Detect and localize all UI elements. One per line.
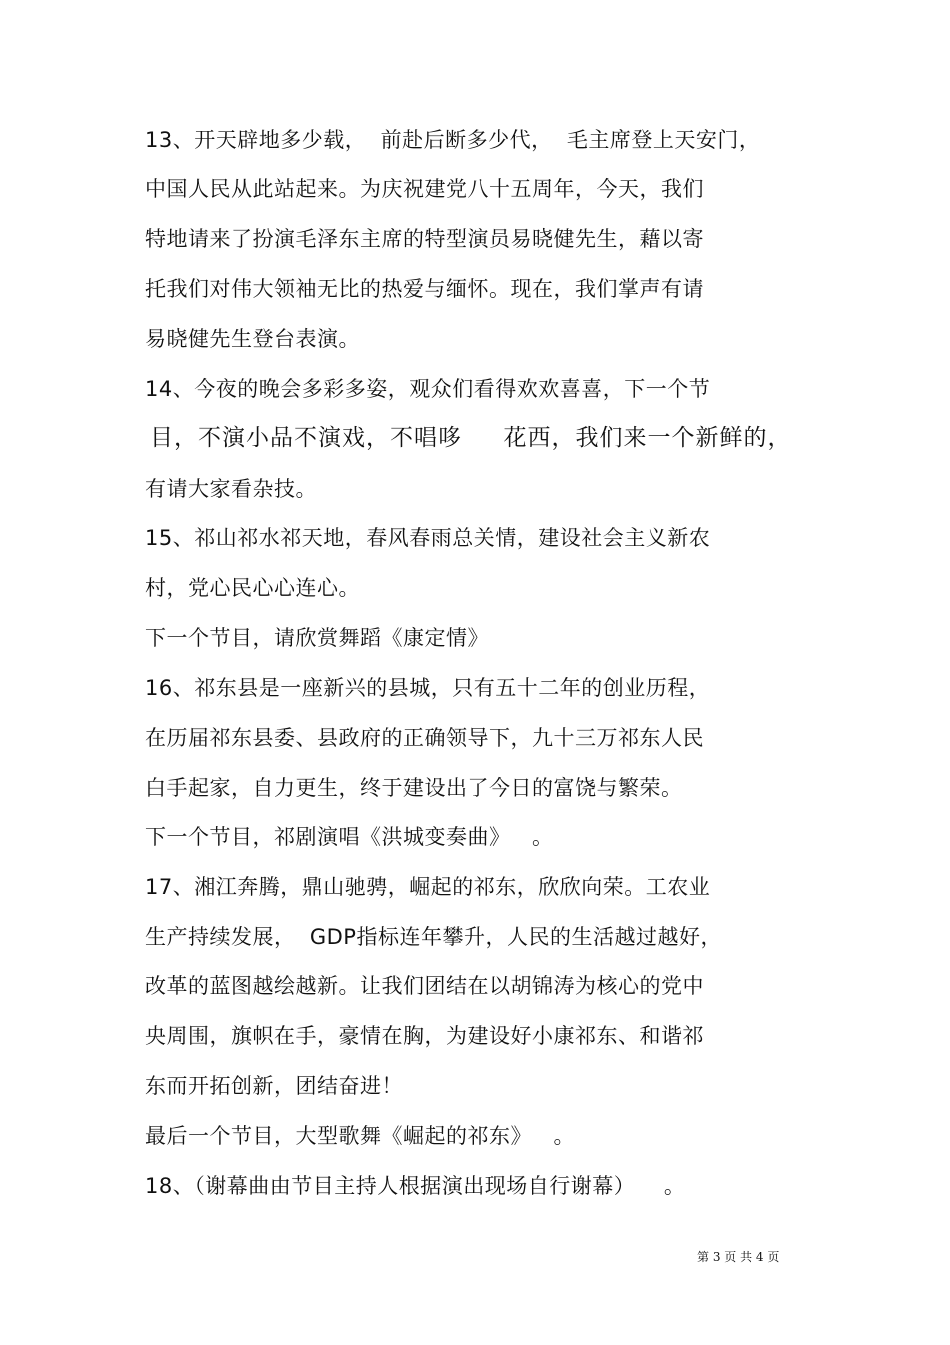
text-line-5: 易晓健先生登台表演。 [145, 327, 360, 351]
text-line-22: 18、（谢幕曲由节目主持人根据演出现场自行谢幕） 。 [145, 1174, 686, 1198]
text-line-7: 目，不演小品不演戏，不唱哆 花西，我们来一个新鲜的， [150, 425, 792, 451]
text-line-13: 在历届祁东县委、县政府的正确领导下，九十三万祁东人民 [145, 726, 704, 750]
text-line-12: 16、祁东县是一座新兴的县城，只有五十二年的创业历程， [145, 676, 711, 700]
text-line-14: 白手起家，自力更生，终于建设出了今日的富饶与繁荣。 [145, 776, 683, 800]
text-line-11: 下一个节目，请欣赏舞蹈《康定情》 [145, 626, 489, 650]
text-line-16: 17、湘江奔腾，鼎山驰骋，崛起的祁东，欣欣向荣。工农业 [145, 875, 711, 899]
text-line-21: 最后一个节目，大型歌舞《崛起的祁东》 。 [145, 1124, 576, 1148]
text-line-4: 托我们对伟大领袖无比的热爱与缅怀。现在，我们掌声有请 [145, 277, 704, 301]
text-line-19: 央周围，旗帜在手，豪情在胸，为建设好小康祁东、和谐祁 [145, 1024, 704, 1048]
text-line-18: 改革的蓝图越绘越新。让我们团结在以胡锦涛为核心的党中 [145, 974, 704, 998]
text-line-15: 下一个节目，祁剧演唱《洪城变奏曲》 。 [145, 825, 554, 849]
text-line-10: 村，党心民心心连心。 [145, 576, 360, 600]
text-line-9: 15、祁山祁水祁天地，春风春雨总关情，建设社会主义新农 [145, 526, 711, 550]
text-line-3: 特地请来了扮演毛泽东主席的特型演员易晓健先生，藉以寄 [145, 227, 704, 251]
page-footer: 第 3 页 共 4 页 [697, 1250, 780, 1264]
text-line-2: 中国人民从此站起来。为庆祝建党八十五周年，今天，我们 [145, 177, 704, 201]
text-line-8: 有请大家看杂技。 [145, 477, 317, 501]
text-line-17: 生产持续发展， GDP指标连年攀升，人民的生活越过越好， [145, 925, 722, 949]
text-line-20: 东而开拓创新，团结奋进！ [145, 1074, 403, 1098]
text-line-6: 14、今夜的晚会多彩多姿，观众们看得欢欢喜喜，下一个节 [145, 377, 711, 401]
text-line-1: 13、开天辟地多少载， 前赴后断多少代， 毛主席登上天安门， [145, 128, 761, 152]
